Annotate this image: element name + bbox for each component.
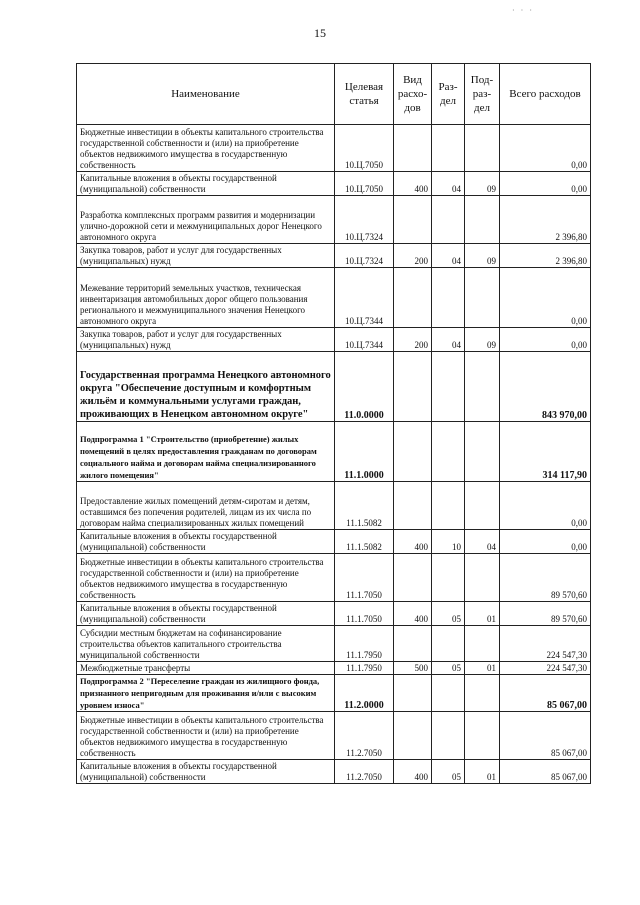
- table-row: [77, 760, 591, 784]
- row-type: [394, 675, 432, 712]
- scan-marks: · · ·: [512, 6, 534, 15]
- row-type: 400: [394, 760, 432, 784]
- row-type: [394, 422, 432, 482]
- row-subsection: [465, 712, 500, 760]
- row-section: [432, 675, 465, 712]
- row-target: 11.1.7950: [335, 626, 394, 662]
- row-name: Межбюджетные трансферты: [77, 662, 335, 675]
- row-section: [432, 626, 465, 662]
- row-section: [432, 125, 465, 172]
- table-row: [77, 554, 591, 602]
- row-target: 10.Ц.7344: [335, 328, 394, 352]
- row-target: 10.Ц.7344: [335, 268, 394, 328]
- header-name: Наименование: [77, 64, 335, 125]
- table-row: [77, 626, 591, 662]
- row-type: [394, 196, 432, 244]
- row-name: Подпрограмма 2 "Переселение граждан из жилищного фонда, признанного непригодным для проживания и/или с высоким уровнем износа": [77, 675, 335, 712]
- table-row: [77, 482, 591, 530]
- row-type: [394, 482, 432, 530]
- row-section: [432, 268, 465, 328]
- row-total: 85 067,00: [500, 760, 591, 784]
- row-type: 500: [394, 662, 432, 675]
- row-total: 224 547,30: [500, 626, 591, 662]
- page-number: 15: [314, 26, 326, 40]
- row-total: 0,00: [500, 482, 591, 530]
- row-subsection: [465, 675, 500, 712]
- row-total: 85 067,00: [500, 712, 591, 760]
- row-total: 2 396,80: [500, 244, 591, 268]
- row-subsection: [465, 554, 500, 602]
- row-section: [432, 352, 465, 422]
- row-target: 11.1.7050: [335, 602, 394, 626]
- row-name: Субсидии местным бюджетам на софинансирование строительства объектов капитального строительства муниципальной собственности: [77, 626, 335, 662]
- row-target: 11.2.7050: [335, 712, 394, 760]
- row-target: 10.Ц.7324: [335, 196, 394, 244]
- header-total: Всего расходов: [500, 64, 591, 125]
- row-section: 04: [432, 172, 465, 196]
- row-name: Капитальные вложения в объекты государственной (муниципальной) собственности: [77, 602, 335, 626]
- row-total: 843 970,00: [500, 352, 591, 422]
- row-subsection: 01: [465, 662, 500, 675]
- row-subsection: [465, 626, 500, 662]
- row-total: 0,00: [500, 328, 591, 352]
- row-subsection: 01: [465, 760, 500, 784]
- table-row: [77, 172, 591, 196]
- row-target: 11.1.7050: [335, 554, 394, 602]
- row-target: 11.1.5082: [335, 482, 394, 530]
- table-row: [77, 268, 591, 328]
- row-section: 05: [432, 662, 465, 675]
- row-name: Капитальные вложения в объекты государственной (муниципальной) собственности: [77, 530, 335, 554]
- row-subsection: [465, 352, 500, 422]
- table-row: [77, 662, 591, 675]
- row-target: 11.1.0000: [335, 422, 394, 482]
- row-name: Закупка товаров, работ и услуг для государственных (муниципальных) нужд: [77, 244, 335, 268]
- row-type: 400: [394, 602, 432, 626]
- row-section: 04: [432, 328, 465, 352]
- table-row: [77, 196, 591, 244]
- row-type: [394, 352, 432, 422]
- row-name: Государственная программа Ненецкого автономного округа "Обеспечение доступным и комфортным жильём и коммунальными услугами граждан, проживающих в Ненецком автономном округе": [77, 352, 335, 422]
- header-target-article: Целевая статья: [335, 64, 394, 125]
- budget-table: [76, 63, 591, 784]
- header-section: Раз-дел: [432, 64, 465, 125]
- row-type: [394, 268, 432, 328]
- row-type: [394, 554, 432, 602]
- row-total: 0,00: [500, 530, 591, 554]
- row-name: Бюджетные инвестиции в объекты капитального строительства государственной собственности и (или) на приобретение объектов недвижимого имущества в государственную собственность: [77, 712, 335, 760]
- row-total: 0,00: [500, 125, 591, 172]
- row-subsection: 09: [465, 328, 500, 352]
- table-row: [77, 530, 591, 554]
- row-target: 10.Ц.7050: [335, 125, 394, 172]
- row-target: 11.1.5082: [335, 530, 394, 554]
- row-section: [432, 554, 465, 602]
- row-target: 10.Ц.7050: [335, 172, 394, 196]
- row-subsection: 04: [465, 530, 500, 554]
- table-row-program: [77, 352, 591, 422]
- row-name: Бюджетные инвестиции в объекты капитального строительства государственной собственности и (или) на приобретение объектов недвижимого имущества в государственную собственность: [77, 125, 335, 172]
- table-row: [77, 328, 591, 352]
- row-section: [432, 712, 465, 760]
- row-type: [394, 626, 432, 662]
- row-target: 11.0.0000: [335, 352, 394, 422]
- header-expense-type: Вид расхо-дов: [394, 64, 432, 125]
- row-section: [432, 196, 465, 244]
- row-name: Подпрограмма 1 "Строительство (приобретение) жилых помещений в целях предоставления гражданам по договорам социального найма и договорам найма специализированного жилого помещения": [77, 422, 335, 482]
- row-section: 05: [432, 760, 465, 784]
- row-total: 314 117,90: [500, 422, 591, 482]
- table-row: [77, 125, 591, 172]
- table-row-subprogram: [77, 422, 591, 482]
- row-section: [432, 422, 465, 482]
- row-total: 85 067,00: [500, 675, 591, 712]
- row-type: 400: [394, 530, 432, 554]
- row-type: 200: [394, 328, 432, 352]
- row-type: [394, 125, 432, 172]
- row-name: Капитальные вложения в объекты государственной (муниципальной) собственности: [77, 760, 335, 784]
- header-row: [77, 64, 591, 125]
- row-total: 224 547,30: [500, 662, 591, 675]
- row-subsection: [465, 422, 500, 482]
- row-subsection: [465, 196, 500, 244]
- row-target: 11.1.7950: [335, 662, 394, 675]
- row-subsection: 09: [465, 244, 500, 268]
- row-name: Бюджетные инвестиции в объекты капитального строительства государственной собственности и (или) на приобретение объектов недвижимого имущества в государственную собственность: [77, 554, 335, 602]
- row-total: 0,00: [500, 172, 591, 196]
- row-target: 11.2.0000: [335, 675, 394, 712]
- row-name: Капитальные вложения в объекты государственной (муниципальной) собственности: [77, 172, 335, 196]
- row-type: [394, 712, 432, 760]
- table-row: [77, 244, 591, 268]
- row-type: 400: [394, 172, 432, 196]
- row-subsection: [465, 482, 500, 530]
- table-row: [77, 602, 591, 626]
- row-target: 10.Ц.7324: [335, 244, 394, 268]
- row-section: 10: [432, 530, 465, 554]
- row-target: 11.2.7050: [335, 760, 394, 784]
- row-subsection: 09: [465, 172, 500, 196]
- row-subsection: [465, 125, 500, 172]
- row-total: 2 396,80: [500, 196, 591, 244]
- row-type: 200: [394, 244, 432, 268]
- row-name: Межевание территорий земельных участков, техническая инвентаризация автомобильных дорог общего пользования регионального и межмуниципального значения Ненецкого автономного округа: [77, 268, 335, 328]
- row-name: Закупка товаров, работ и услуг для государственных (муниципальных) нужд: [77, 328, 335, 352]
- row-total: 0,00: [500, 268, 591, 328]
- row-section: 04: [432, 244, 465, 268]
- row-section: [432, 482, 465, 530]
- row-subsection: [465, 268, 500, 328]
- header-subsection: Под-раз-дел: [465, 64, 500, 125]
- row-total: 89 570,60: [500, 554, 591, 602]
- row-section: 05: [432, 602, 465, 626]
- row-subsection: 01: [465, 602, 500, 626]
- row-total: 89 570,60: [500, 602, 591, 626]
- row-name: Предоставление жилых помещений детям-сиротам и детям, оставшимся без попечения родителей, лицам из их числа по договорам найма специализированных жилых помещений: [77, 482, 335, 530]
- table-row: [77, 712, 591, 760]
- table-row-subprogram: [77, 675, 591, 712]
- row-name: Разработка комплексных программ развития и модернизации улично-дорожной сети и межмуниципальных дорог Ненецкого автономного округа: [77, 196, 335, 244]
